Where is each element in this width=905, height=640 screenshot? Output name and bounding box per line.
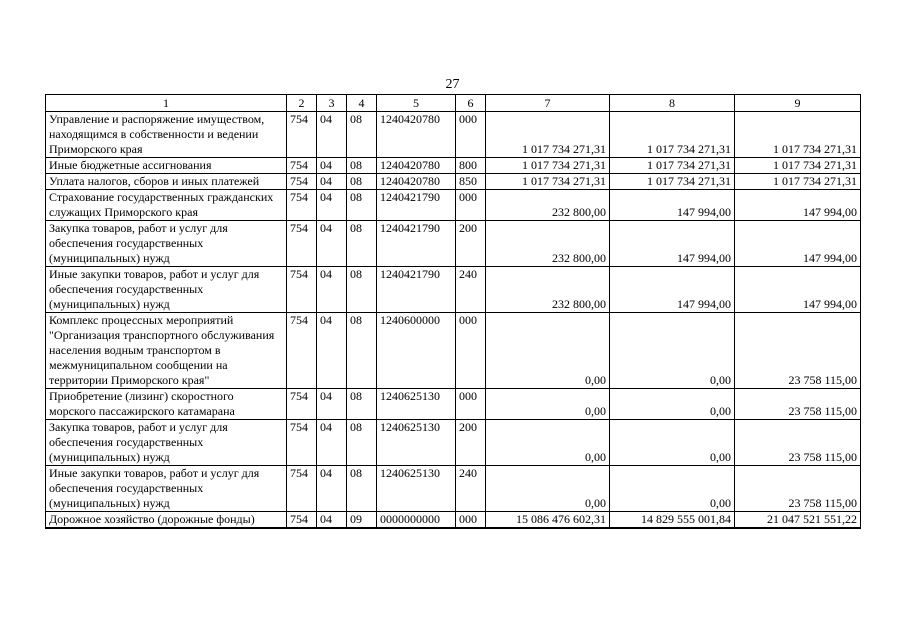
kvsr-code: 754 xyxy=(287,158,317,174)
section-code: 04 xyxy=(317,389,347,420)
row-name: Иные бюджетные ассигнования xyxy=(46,158,287,174)
section-code: 04 xyxy=(317,221,347,267)
target-article-code: 1240625130 xyxy=(377,466,456,512)
amount-col7: 232 800,00 xyxy=(486,267,610,313)
kvsr-code: 754 xyxy=(287,267,317,313)
target-article-code: 1240421790 xyxy=(377,267,456,313)
amount-col8: 1 017 734 271,31 xyxy=(610,112,735,158)
column-header: 6 xyxy=(456,95,486,112)
target-article-code: 1240421790 xyxy=(377,190,456,221)
subsection-code: 08 xyxy=(347,420,377,466)
expense-type-code: 000 xyxy=(456,112,486,158)
table-row xyxy=(46,190,861,221)
amount-col8: 147 994,00 xyxy=(610,267,735,313)
amount-col9: 147 994,00 xyxy=(735,190,861,221)
row-name: Уплата налогов, сборов и иных платежей xyxy=(46,174,287,190)
expense-type-code: 240 xyxy=(456,466,486,512)
amount-col7: 232 800,00 xyxy=(486,221,610,267)
column-header: 8 xyxy=(610,95,735,112)
row-name: Управление и распоряжение имуществом, находящимся в собственности и ведении Приморского края xyxy=(46,112,287,158)
section-code: 04 xyxy=(317,190,347,221)
kvsr-code: 754 xyxy=(287,174,317,190)
subsection-code: 09 xyxy=(347,512,377,529)
target-article-code: 1240625130 xyxy=(377,389,456,420)
kvsr-code: 754 xyxy=(287,466,317,512)
amount-col9: 23 758 115,00 xyxy=(735,420,861,466)
table-row xyxy=(46,466,861,512)
header-row xyxy=(46,95,861,112)
amount-col9: 23 758 115,00 xyxy=(735,389,861,420)
kvsr-code: 754 xyxy=(287,313,317,389)
column-header: 9 xyxy=(735,95,861,112)
amount-col8: 0,00 xyxy=(610,389,735,420)
table-row xyxy=(46,112,861,158)
amount-col8: 0,00 xyxy=(610,313,735,389)
amount-col9: 1 017 734 271,31 xyxy=(735,158,861,174)
budget-table xyxy=(45,94,861,529)
target-article-code: 1240625130 xyxy=(377,420,456,466)
amount-col7: 1 017 734 271,31 xyxy=(486,174,610,190)
expense-type-code: 200 xyxy=(456,221,486,267)
column-header: 3 xyxy=(317,95,347,112)
amount-col9: 23 758 115,00 xyxy=(735,313,861,389)
expense-type-code: 800 xyxy=(456,158,486,174)
column-header: 2 xyxy=(287,95,317,112)
subsection-code: 08 xyxy=(347,112,377,158)
column-header: 5 xyxy=(377,95,456,112)
section-code: 04 xyxy=(317,512,347,529)
subsection-code: 08 xyxy=(347,313,377,389)
amount-col8: 147 994,00 xyxy=(610,190,735,221)
expense-type-code: 200 xyxy=(456,420,486,466)
table-row xyxy=(46,420,861,466)
target-article-code: 1240420780 xyxy=(377,112,456,158)
subsection-code: 08 xyxy=(347,221,377,267)
table-row xyxy=(46,158,861,174)
amount-col8: 1 017 734 271,31 xyxy=(610,158,735,174)
expense-type-code: 000 xyxy=(456,389,486,420)
amount-col9: 1 017 734 271,31 xyxy=(735,174,861,190)
subsection-code: 08 xyxy=(347,158,377,174)
amount-col8: 14 829 555 001,84 xyxy=(610,512,735,529)
table-row xyxy=(46,267,861,313)
subsection-code: 08 xyxy=(347,267,377,313)
table-row xyxy=(46,389,861,420)
amount-col7: 0,00 xyxy=(486,313,610,389)
amount-col7: 232 800,00 xyxy=(486,190,610,221)
expense-type-code: 000 xyxy=(456,313,486,389)
amount-col8: 1 017 734 271,31 xyxy=(610,174,735,190)
kvsr-code: 754 xyxy=(287,512,317,529)
column-header: 4 xyxy=(347,95,377,112)
amount-col9: 21 047 521 551,22 xyxy=(735,512,861,529)
target-article-code: 0000000000 xyxy=(377,512,456,529)
expense-type-code: 000 xyxy=(456,512,486,529)
row-name: Закупка товаров, работ и услуг для обеспечения государственных (муниципальных) нужд xyxy=(46,221,287,267)
kvsr-code: 754 xyxy=(287,221,317,267)
section-code: 04 xyxy=(317,174,347,190)
row-name: Страхование государственных гражданских служащих Приморского края xyxy=(46,190,287,221)
section-code: 04 xyxy=(317,466,347,512)
row-name: Комплекс процессных мероприятий "Организация транспортного обслуживания населения водным транспортом в межмуниципальном сообщении на территории Приморского края" xyxy=(46,313,287,389)
section-code: 04 xyxy=(317,158,347,174)
subsection-code: 08 xyxy=(347,466,377,512)
table-row xyxy=(46,313,861,389)
amount-col9: 1 017 734 271,31 xyxy=(735,112,861,158)
target-article-code: 1240420780 xyxy=(377,174,456,190)
row-name: Закупка товаров, работ и услуг для обеспечения государственных (муниципальных) нужд xyxy=(46,420,287,466)
amount-col7: 0,00 xyxy=(486,420,610,466)
row-name: Иные закупки товаров, работ и услуг для обеспечения государственных (муниципальных) нужд xyxy=(46,267,287,313)
section-code: 04 xyxy=(317,112,347,158)
table-row xyxy=(46,221,861,267)
amount-col9: 147 994,00 xyxy=(735,267,861,313)
amount-col9: 23 758 115,00 xyxy=(735,466,861,512)
section-code: 04 xyxy=(317,267,347,313)
section-code: 04 xyxy=(317,313,347,389)
row-name: Приобретение (лизинг) скоростного морского пассажирского катамарана xyxy=(46,389,287,420)
expense-type-code: 000 xyxy=(456,190,486,221)
table-row xyxy=(46,174,861,190)
subsection-code: 08 xyxy=(347,190,377,221)
amount-col9: 147 994,00 xyxy=(735,221,861,267)
amount-col8: 147 994,00 xyxy=(610,221,735,267)
expense-type-code: 240 xyxy=(456,267,486,313)
amount-col7: 1 017 734 271,31 xyxy=(486,158,610,174)
kvsr-code: 754 xyxy=(287,112,317,158)
column-header: 7 xyxy=(486,95,610,112)
row-name: Дорожное хозяйство (дорожные фонды) xyxy=(46,512,287,529)
target-article-code: 1240420780 xyxy=(377,158,456,174)
amount-col8: 0,00 xyxy=(610,420,735,466)
subsection-code: 08 xyxy=(347,174,377,190)
expense-type-code: 850 xyxy=(456,174,486,190)
row-name: Иные закупки товаров, работ и услуг для обеспечения государственных (муниципальных) нужд xyxy=(46,466,287,512)
kvsr-code: 754 xyxy=(287,420,317,466)
section-code: 04 xyxy=(317,420,347,466)
table-row xyxy=(46,512,861,529)
page-number: 27 xyxy=(445,77,460,92)
amount-col7: 1 017 734 271,31 xyxy=(486,112,610,158)
column-header: 1 xyxy=(46,95,287,112)
kvsr-code: 754 xyxy=(287,389,317,420)
subsection-code: 08 xyxy=(347,389,377,420)
kvsr-code: 754 xyxy=(287,190,317,221)
target-article-code: 1240421790 xyxy=(377,221,456,267)
amount-col7: 15 086 476 602,31 xyxy=(486,512,610,529)
target-article-code: 1240600000 xyxy=(377,313,456,389)
amount-col8: 0,00 xyxy=(610,466,735,512)
amount-col7: 0,00 xyxy=(486,466,610,512)
amount-col7: 0,00 xyxy=(486,389,610,420)
